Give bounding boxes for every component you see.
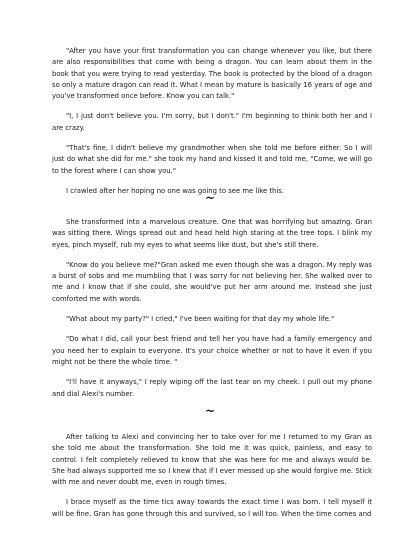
paragraph-2: "I, I just don't believe you. I'm sorry, but I don't." I'm beginning to think both her and I are crazy. bbox=[52, 112, 372, 132]
paragraph-10: After talking to Alexi and convincing her to take over for me I returned to my Gran as she told me about the transformation. She told me it was quick, painless, and easy to control. I felt completely relieved to know that she was here for me and always would be. She had always supported me so I knew that if I ever messed up she would forgive me. Stick with me and never doubt me, even in rough times. bbox=[52, 433, 372, 487]
text-block-3 bbox=[52, 432, 372, 520]
paragraph-8: "Do what I did, call your best friend and tell her you have had a family emergency and you need her to explain to everyone. It's your choice whether or not to have it even if you might not be there the whole time. " bbox=[52, 335, 372, 366]
paragraph-11: I brace myself as the time tics away towards the exact time I was born. I tell myself it will be fine. Gran has gone through this and survived, so I will too. When the time comes and bbox=[52, 498, 372, 518]
section-separator-1: ~ bbox=[204, 191, 216, 205]
text-block-1 bbox=[52, 46, 372, 197]
paragraph-1: "After you have your first transformation you can change whenever you like, but there are also responsibilities that come with being a dragon. You can learn about them in the book that you were trying to read yesterday. The book is protected by the blood of a dragon so only a mature dragon can read it. What I mean by mature is basically 16 years of age and you've transformed once before. Know you can talk." bbox=[52, 47, 372, 101]
paragraph-6: "Know do you believe me?"Gran asked me even though she was a dragon. My reply was a burst of sobs and me mumbling that I was sorry for not believing her. She walked over to me and I know that if she could, she would've put her arm around me. Instead she just comforted me with words. bbox=[52, 260, 372, 303]
paragraph-4: I crawled after her hoping no one was going to see me like this. bbox=[66, 186, 284, 195]
paragraph-9: "I'll have it anyways," I reply wiping off the last tear on my cheek. I pull out my phone and dial Alexi's number. bbox=[52, 378, 372, 398]
section-separator-2: ~ bbox=[204, 404, 216, 418]
paragraph-7: "What about my party?" I cried," I've been waiting for that day my whole life." bbox=[66, 315, 335, 324]
paragraph-5: She transformed into a marvelous creature. One that was horrifying but amazing. Gran was sitting there. Wings spread out and head held high staring at the tree tops. I blink my eyes, pinch myself, rub my eyes to what seems like dust, but she's still there. bbox=[52, 218, 372, 249]
paragraph-3: "That's fine, I didn't believe my grandmother when she told me before either. So I will just do what she did for me." she took my hand and kissed it and told me, "Come, we will go to the forest where I can show you." bbox=[52, 144, 372, 175]
text-block-2 bbox=[52, 217, 372, 400]
